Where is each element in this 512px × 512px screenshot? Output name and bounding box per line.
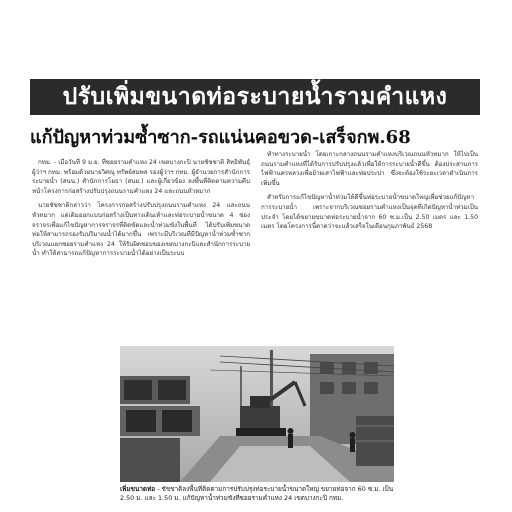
paragraph: สำหรับการแก้ไขปัญหาน้ำท่วมให้ดีขึ้นท่อระบายน้ำขนาดใหญ่เพื่อช่วยแก้ปัญหาการระบายน้ำ เพราะจากบริเวณซอยรามคำแหงเป็นจุดที่เกิดปัญหาน้ำท่วมเป็นประจำ โดยได้ขยายขนาดท่อระบายน้ำจาก 60 ซ.ม.เป็น 2.50 เมตร และ 1.50 เมตร โดยโครงการนี้คาดว่าจะแล้วเสร็จในเดือนกุมภาพันธ์ 2568: [261, 194, 478, 231]
article-column-left: [32, 158, 250, 344]
paragraph: ทำทางระบายน้ำ โดยเกาะกลางถนนรามคำแหงบริเวณถนนหัวหมาก ให้ไปเป็นถนนรามคำแหงที่ได้รับการปรับปรุงแล้วเพื่อให้การระบายน้ำดีขึ้น ต้องประสานการไฟฟ้านครหลวงเพื่อย้ายเสาไฟฟ้าและท่อประปา ซึ่งจะต้องใช้ระยะเวลาดำเนินการเพิ่มขึ้น: [261, 151, 478, 187]
photo-caption: [120, 485, 394, 503]
caption-lead: เพิ่มขนาดท่อ: [120, 485, 156, 493]
construction-photo-illustration: [120, 346, 394, 482]
caption-text: - ชัชชาติลงพื้นที่ติดตามการปรับปรุงท่อระบายน้ำขนาดใหญ่ ขยายท่อจาก 60 ซ.ม. เป็น 2.50 ม. และ 1.50 ม. แก้ปัญหาน้ำท่วมขังที่ซอยรามคำแหง 24 เขตบางกะปิ กทม.: [120, 485, 394, 502]
headline: ปรับเพิ่มขนาดท่อระบายน้ำรามคำแหง: [62, 83, 448, 110]
headline-banner: [30, 79, 480, 115]
article-column-right: [261, 150, 478, 302]
paragraph: นายชัชชาติกล่าวว่า โครงการก่อสร้างปรับปรุงถนนรามคำแหง 24 และถนนหัวหมาก แต่เดิมออกแบบก่อสร้างเป็นทางเดินเท้าและท่อระบายน้ำขนาด 4 ช่องจราจรเพื่อแก้ไขปัญหาการจราจรที่ติดขัดและน้ำท่วมขังในพื้นที่ ได้ปรับเพิ่มขนาดท่อให้สามารถรองรับปริมาณน้ำได้มากขึ้น เพราะมีบริเวณที่มีปัญหาน้ำท่วมซ้ำซากบริเวณแยกซอยรามคำแหง 24 ให้รับผิดชอบของเขตบางกะปิและสำนักการระบายน้ำ ทำให้สามารถแก้ปัญหาการระบายน้ำได้อย่างเป็นระบบ: [32, 202, 250, 258]
paragraph: กทม. - เมื่อวันที่ 9 ม.ย. ที่ซอยรามคำแหง 24 เขตบางกะปิ นายชัชชาติ สิทธิพันธุ์ ผู้ว่าฯ กทม. พร้อมด้วยนายวิศณุ ทรัพย์สมพล รองผู้ว่าฯ กทม. ผู้อำนวยการสำนักการระบายน้ำ (สนน.) สำนักการโยธา (สนย.) และผู้เกี่ยวข้อง ลงพื้นที่ติดตามความคืบหน้าโครงการก่อสร้างปรับปรุงถนนรามคำแหง 24 และถนนหัวหมาก: [32, 159, 250, 195]
subheadline: แก้ปัญหาท่วมซ้ำซาก-รถแน่นคอขวด-เสร็จกพ.68: [30, 127, 411, 148]
construction-site-photo: [120, 346, 394, 482]
